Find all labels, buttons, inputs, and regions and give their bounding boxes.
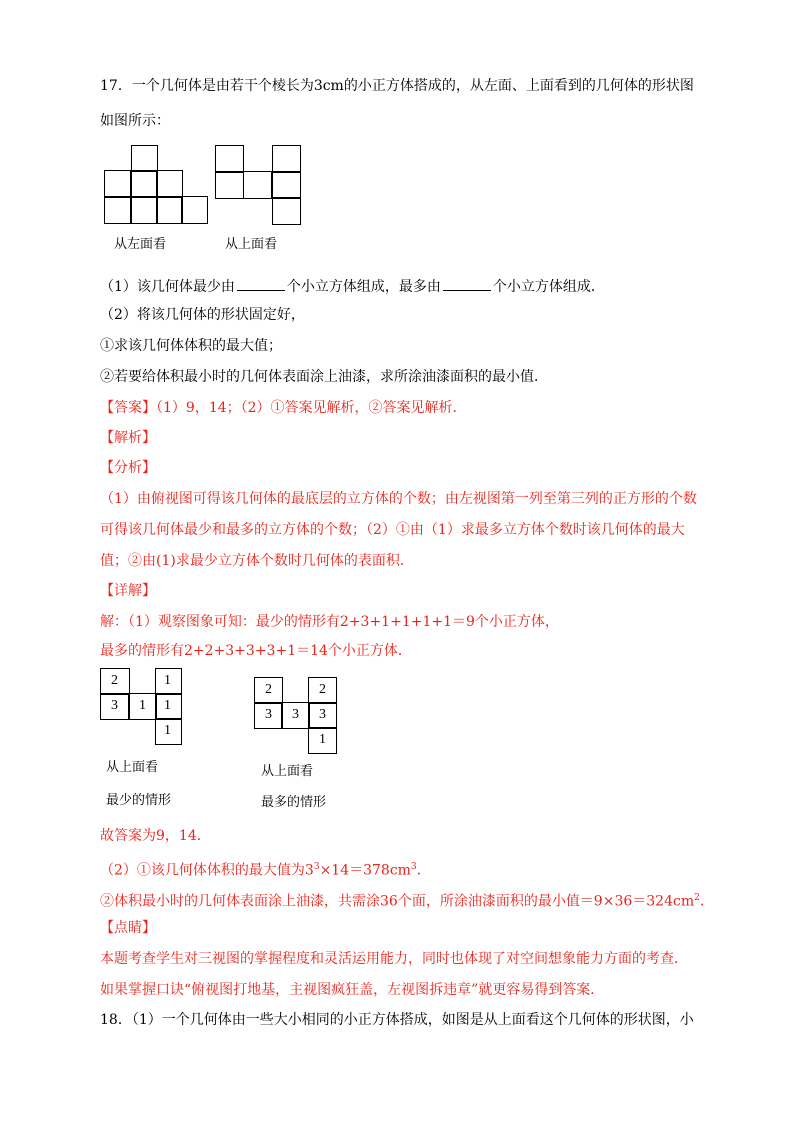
grid-cell	[272, 197, 301, 225]
part1-text-a: （1）该几何体最少由	[100, 279, 235, 295]
grid-cell	[104, 170, 131, 198]
dianjing-heading: 【点睛】	[100, 920, 156, 936]
grid-cell	[104, 196, 131, 224]
q17-part1	[100, 276, 605, 297]
answer-blank-max[interactable]	[443, 276, 491, 291]
q18-stem: 18．（1）一个几何体由一些大小相同的小正方体搭成，如图是从上面看这个几何体的形状图，小	[100, 1012, 694, 1028]
q17-part2-2: ②若要给体积最小时的几何体表面涂上油漆，求所涂油漆面积的最小值．	[100, 369, 548, 385]
jiexi-heading: 【解析】	[100, 430, 156, 446]
cell-number: 1	[164, 723, 171, 738]
d5-text-a: ②体积最小时的几何体表面涂上油漆，共需涂36个面，所涂油漆面积的最小值＝9×36＝324cm	[100, 893, 695, 910]
fenxi-line2: 可得该几何体最少和最多的立方体的个数；（2）①由（1）求最多立方体个数时该几何体的最大	[100, 522, 685, 538]
grid-cell	[215, 171, 244, 199]
grid-cell	[100, 693, 130, 720]
grid-cell	[100, 668, 130, 695]
dianjing-line1: 本题考查学生对三视图的掌握程度和灵活运用能力，同时也体现了对空间想象能力方面的考查．	[100, 951, 688, 967]
grid-cell	[243, 171, 272, 199]
grid-cell	[181, 196, 208, 224]
min-case-caption1: 从上面看	[106, 760, 159, 775]
cell-number: 3	[292, 707, 299, 722]
cell-number: 2	[319, 682, 326, 697]
answer-line: 【答案】（1）9，14；（2）①答案见解析，②答案见解析．	[100, 400, 467, 416]
xiangjie-heading: 【详解】	[100, 583, 156, 599]
q17-part2: （2）将该几何体的形状固定好，	[100, 307, 305, 323]
part1-text-b: 个小立方体组成，最多由	[286, 279, 441, 295]
grid-cell	[155, 668, 182, 695]
d5-sup: 2	[694, 893, 700, 903]
cell-number: 1	[319, 732, 326, 747]
grid-cell	[156, 196, 183, 224]
grid-cell	[131, 170, 158, 198]
dianjing-line2: 如果掌握口诀“俯视图打地基，主视图疯狂盖，左视图拆违章”就更容易得到答案．	[100, 982, 605, 998]
detail-line3: 故答案为9，14．	[100, 828, 211, 844]
grid-cell	[155, 718, 182, 745]
max-case-caption2: 最多的情形	[261, 795, 327, 810]
detail-line2: 最多的情形有2+2+3+3+3+1＝14个小正方体．	[100, 643, 412, 659]
d4-sup2: 3	[410, 862, 417, 872]
cell-number: 3	[319, 707, 326, 722]
grid-cell	[281, 702, 310, 729]
detail-line5	[100, 888, 714, 912]
answer-blank-min[interactable]	[237, 276, 285, 291]
cell-number: 2	[111, 673, 118, 688]
d4-text-c: ．	[416, 862, 431, 879]
part1-text-c: 个小立方体组成．	[492, 279, 605, 295]
fenxi-line1: （1）由俯视图可得该几何体的最底层的立方体的个数；由左视图第一列至第三列的正方形的个数	[100, 491, 697, 507]
fenxi-heading: 【分析】	[100, 460, 156, 476]
cell-number: 3	[111, 698, 118, 713]
cell-number: 1	[164, 673, 171, 688]
top-view-caption: 从上面看	[225, 237, 278, 252]
detail-line1: 解：（1）观察图象可知：最少的情形有2+3+1+1+1+1＝9个小正方体，	[100, 614, 559, 630]
detail-line4	[100, 857, 431, 881]
grid-cell	[308, 677, 337, 704]
grid-cell	[131, 196, 158, 224]
fenxi-line3: 值；②由(1)求最少立方体个数时几何体的表面积．	[100, 553, 414, 569]
grid-cell	[131, 145, 158, 172]
cell-number: 3	[265, 707, 272, 722]
grid-cell	[272, 145, 301, 173]
q17-stem-line2: 如图所示：	[100, 113, 170, 129]
d4-text-a: （2）①该几何体体积的最大值为3	[100, 862, 314, 879]
cell-number: 2	[265, 682, 272, 697]
grid-cell	[215, 145, 244, 173]
d4-sup1: 3	[313, 862, 320, 872]
max-case-caption1: 从上面看	[261, 764, 314, 779]
grid-cell	[128, 693, 157, 720]
left-view-caption: 从左面看	[114, 237, 167, 252]
d4-text-b: ×14＝378cm	[319, 862, 411, 879]
grid-cell	[254, 702, 283, 729]
q17-part2-1: ①求该几何体体积的最大值；	[100, 338, 282, 354]
grid-cell	[155, 693, 182, 720]
cell-number: 1	[164, 698, 171, 713]
grid-cell	[272, 171, 301, 199]
grid-cell	[254, 677, 283, 704]
q17-stem-line1: 17．一个几何体是由若干个棱长为3cm的小正方体搭成的，从左面、上面看到的几何体的形状图	[100, 78, 694, 94]
grid-cell	[308, 702, 337, 729]
cell-number: 1	[139, 698, 146, 713]
min-case-caption2: 最少的情形	[106, 793, 172, 808]
d5-text-b: ．	[699, 893, 714, 910]
grid-cell	[308, 727, 337, 754]
grid-cell	[156, 170, 183, 198]
